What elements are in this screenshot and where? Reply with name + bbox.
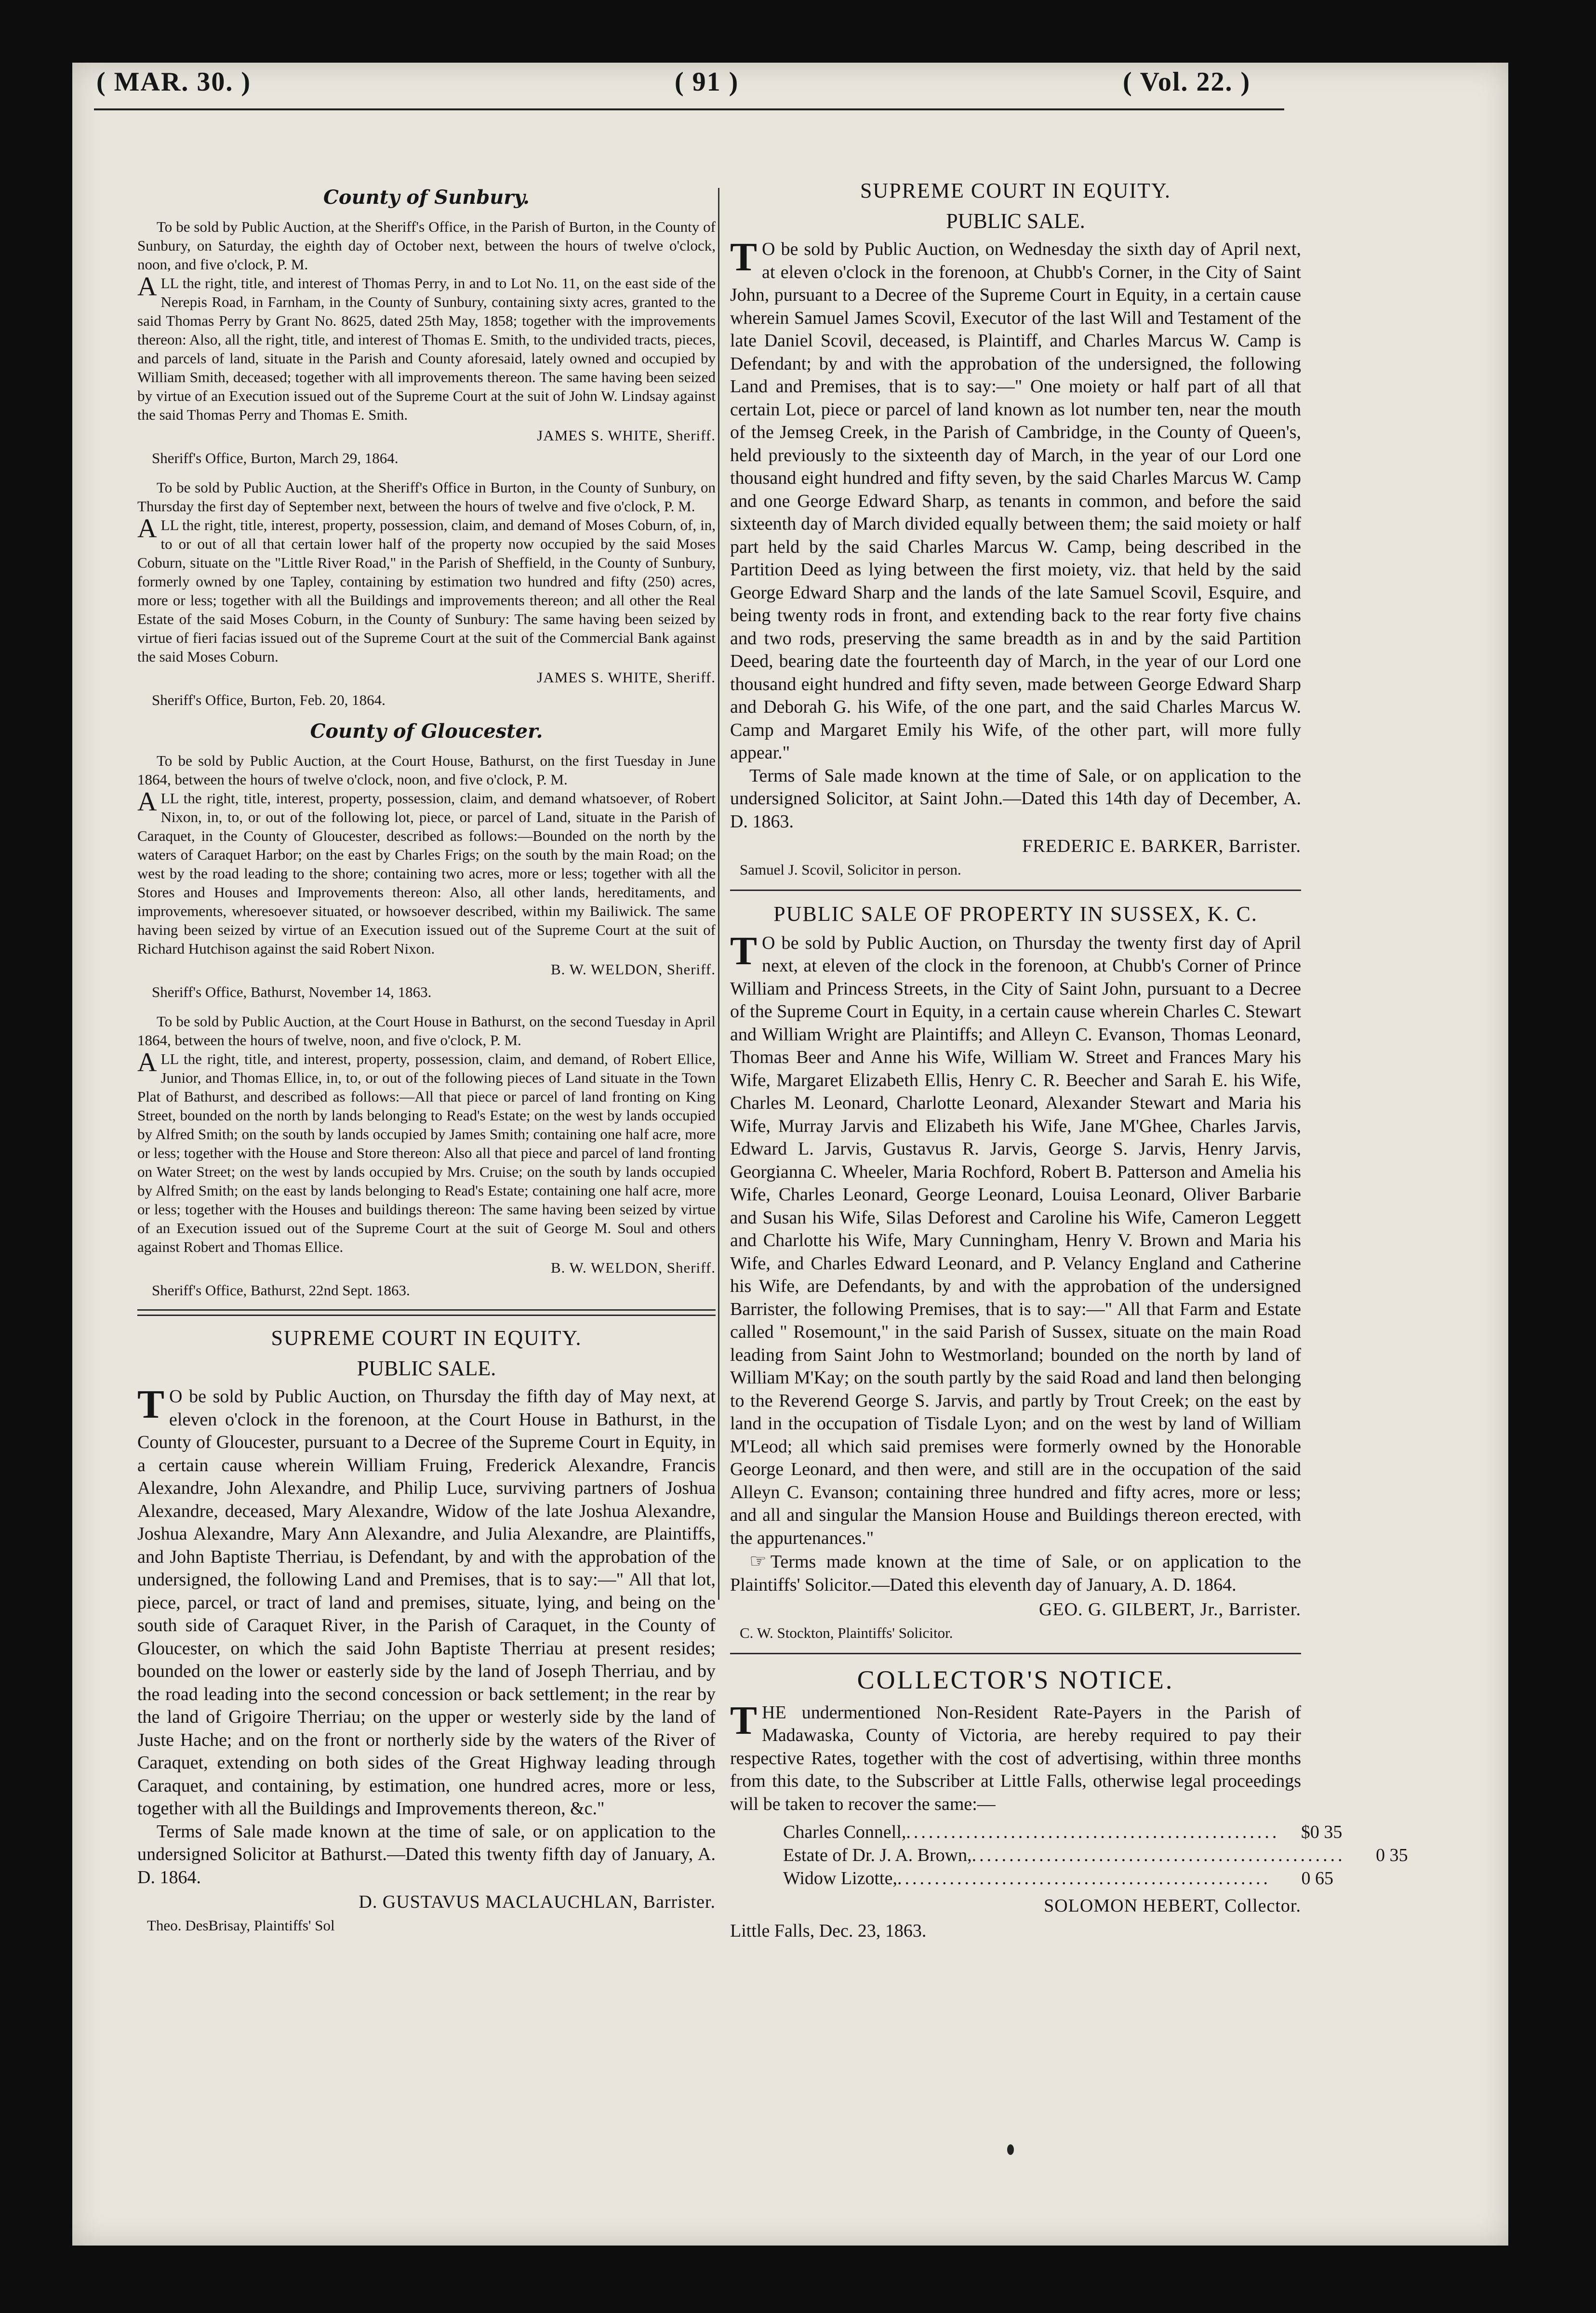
rate-amount: 0 65	[1301, 1868, 1333, 1888]
gloucester-notice1-text: LL the right, title, interest, property, possession, claim, and demand whatsoever, of Robert Nixon, in, to, or out of the following lot, piece, or parcel of Land, situate in the Parish of Caraquet, in the County of Gloucester, described as follows:—Bounded on the north by the waters of Caraquet Harbor; on the east by Charles Frigs; on the south by the main Road; on the west by the road leading to the shore; containing two acres, more or less; together with all the Stores and Houses and Improvements thereon: Also, all other lands, hereditaments, and improvements, wheresoever situated, or howsoever described, within my Bailiwick. The same having been seized by virtue of an Execution issued out of the Supreme Court at the suit of Richard Hutchison against the said Robert Nixon.	[137, 790, 716, 957]
sussex-text: O be sold by Public Auction, on Thursday the twenty first day of April next, at eleven of the clock in the forenoon, at Chubb's Corner of Prince William and Princess Streets, in the City of Saint John, pursuant to a Decree of the Supreme Court in Equity, in a certain cause wherein Charles C. Stewart and William Wright are Plaintiffs; and Alleyn C. Evanson, Thomas Leonard, Thomas Beer and Anne his Wife, William W. Street and Frances Mary his Wife, Margaret Elizabeth Ellis, Henry C. R. Beecher and Sarah E. his Wife, Charles M. Leonard, Charlotte Leonard, Alexander Stewart and Maria his Wife, Murray Jarvis and Elizabeth his Wife, Jane M'Ghee, Charles Jarvis, Edward L. Jarvis, Gustavus R. Jarvis, George S. Jarvis, Henry Jarvis, Georgianna C. Wheeler, Maria Rochford, Robert B. Patterson and Amelia his Wife, Charles Leonard, George Leonard, Louisa Leonard, Oliver Barbarie and Susan his Wife, Silas Deforest and Caroline his Wife, Cameron Leggett and Charlotte his Wife, Mary Cunningham, Henry V. Brown and Maria his Wife, and Charles Edward Leonard, and P. Velancy England and Catherine his Wife, are Defendants, by and with the approbation of the undersigned Barrister, the following Premises, that is to say:—" All that Farm and Estate called " Rosemount," in the said Parish of Sussex, situate on the main Road leading from Saint John to Westmorland; bounded on the north by land of William M'Kay; on the south partly by the said Road and land then belonging to the Reverend George S. Jarvis, and partly by Trout Creek; on the east by land in the occupation of Tisdale Lyon; and on the west by land of William M'Leod; all which said premises were formerly owned by the Honorable George Leonard, and then were, and still are in the occupation of the said Alleyn C. Evanson; containing three hundred and fifty acres, more or less; and all and singular the Mansion House and Buildings thereon erected, with the appurtenances."	[730, 932, 1301, 1548]
sussex-body	[730, 928, 1301, 1550]
sunbury-notice1-signature: JAMES S. WHITE, Sheriff.	[537, 427, 716, 444]
drop-cap: T	[730, 928, 758, 973]
section-divider	[137, 1309, 716, 1316]
equity-left-text: O be sold by Public Auction, on Thursday the fifth day of May next, at eleven o'clock in the forenoon, at the Court House in Bathurst, in the County of Gloucester, pursuant to a Decree of the Supreme Court in Equity, in a certain cause wherein William Fruing, Frederick Alexandre, Francis Alexandre, John Alexandre, and Philip Luce, surviving partners of Joshua Alexandre, deceased, Mary Alexandre, Widow of the late Joshua Alexandre, Joshua Alexandre, Mary Ann Alexandre, and Julia Alexandre, are Plaintiffs, and John Baptiste Therriau, is Defendant, by and with the approbation of the undersigned, the following Land and Premises, that is to say:—" All that lot, piece, parcel, or tract of land and premises, situate, lying, and being on the south side of Caraquet River, in the Parish of Caraquet, in the County of Gloucester, on which the said John Baptiste Therriau at present resides; bounded on the lower or easterly side by the land of Joseph Therriau, and by the road leading into the second concession or back settlement; in the rear by the land of Grigoire Therriau; on the upper or westerly side by the land of Juste Hache; and on the front or northerly side by the waters of the River of Caraquet, extending on both sides of the Great Highway leading through Caraquet, and containing, by estimation, one hundred acres, more or less, together with all the Buildings and Improvements thereon, &c."	[137, 1386, 716, 1819]
leader-dots: ..................................................	[971, 1845, 1345, 1865]
collector-heading: COLLECTOR'S NOTICE.	[857, 1665, 1174, 1694]
rate-payer-name: Widow Lizotte,	[783, 1868, 897, 1888]
equity-left-heading: SUPREME COURT IN EQUITY.	[271, 1326, 582, 1350]
gloucester-notice1-body	[137, 789, 716, 958]
equity-left-subheading: PUBLIC SALE.	[357, 1356, 496, 1380]
drop-cap: A	[137, 1048, 157, 1077]
drop-cap: T	[730, 1698, 758, 1743]
sunbury-notice1-body	[137, 274, 716, 424]
equity-right-signature: FREDERIC E. BARKER, Barrister.	[1022, 836, 1301, 856]
leader-dots: ..................................................	[906, 1822, 1280, 1842]
sunbury-notice1-office: Sheriff's Office, Burton, March 29, 1864.	[152, 450, 399, 466]
gloucester-notice1-office: Sheriff's Office, Bathurst, November 14, 1863.	[152, 984, 432, 1000]
collector-body	[730, 1698, 1301, 1816]
header-date: ( MAR. 30. )	[96, 67, 252, 97]
gloucester-notice2-office: Sheriff's Office, Bathurst, 22nd Sept. 1863.	[152, 1282, 410, 1299]
sunbury-notice2-office: Sheriff's Office, Burton, Feb. 20, 1864.	[152, 691, 386, 708]
equity-left-solicitor: Theo. DesBrisay, Plaintiffs' Sol	[147, 1916, 335, 1934]
gloucester-heading: County of Gloucester.	[310, 720, 543, 743]
drop-cap: T	[137, 1382, 165, 1427]
ink-blot	[1007, 2144, 1014, 2155]
list-item	[783, 1867, 1333, 1890]
equity-right-body	[730, 235, 1301, 765]
gloucester-notice2-text: LL the right, title, and interest, property, possession, claim, and demand, of Robert Ellice, Junior, and Thomas Ellice, in, to, or out of the following pieces of Land situate in the Town Plat of Bathurst, and described as follows:—All that piece or parcel of land fronting on King Street, bounded on the north by lands belonging to Read's Estate; on the west by lands occupied by Alfred Smith; on the south by lands occupied by James Smith; containing one half acre, more or less; together with the House and Store thereon: Also all that piece and parcel of land fronting on Water Street; on the west by lands occupied by Mrs. Cruise; on the south by lands occupied by Alfred Smith; on the east by lands belonging to Read's Estate; containing one half acre, more or less; together with the Houses and buildings thereon: The same having been seized by virtue of an Execution issued out of the Supreme Court at the suit of George M. Soul and others against Robert and Thomas Ellice.	[137, 1050, 716, 1255]
pointing-hand-icon: ☞	[749, 1550, 767, 1572]
equity-left-body	[137, 1382, 716, 1821]
header-volume: ( Vol. 22. )	[1123, 67, 1251, 97]
sunbury-notice2-body	[137, 516, 716, 666]
sunbury-notice2-text: LL the right, title, interest, property, possession, claim, and demand of Moses Coburn, of, in, to or out of all that certain lower half of the property now occupied by the said Moses Coburn, situate on the "Little River Road," in the Parish of Sheffield, in the County of Sunbury, formerly owned by one Tapley, containing by estimation two hundred and fifty (250) acres, more or less; together with all the Buildings and improvements thereon; and all other the Real Estate of the said Moses Coburn, in the County of Sunbury: The same having been seized by virtue of fieri facias issued out of the Supreme Court at the suit of the Commercial Bank against the said Moses Coburn.	[137, 517, 716, 665]
drop-cap: T	[730, 235, 758, 279]
sussex-solicitor: C. W. Stockton, Plaintiffs' Solicitor.	[740, 1624, 953, 1641]
section-divider	[730, 890, 1301, 891]
equity-right-solicitor: Samuel J. Scovil, Solicitor in person.	[740, 861, 961, 878]
equity-right-subheading: PUBLIC SALE.	[946, 209, 1085, 233]
rate-payer-name: Charles Connell,	[783, 1822, 906, 1842]
drop-cap: A	[137, 272, 157, 302]
rate-payer-list	[783, 1821, 1408, 1890]
column-rule	[718, 188, 719, 1600]
equity-right-heading: SUPREME COURT IN EQUITY.	[860, 179, 1171, 202]
collector-place-date: Little Falls, Dec. 23, 1863.	[730, 1920, 927, 1941]
rate-amount: $0 35	[1301, 1822, 1343, 1842]
paper-tear	[106, 472, 120, 499]
equity-right-text: O be sold by Public Auction, on Wednesday the sixth day of April next, at eleven o'clock in the forenoon, at Chubb's Corner, in the City of Saint John, pursuant to a Decree of the Supreme Court in Equity, in a certain cause wherein Samuel James Scovil, Executor of the last Will and Testament of the late Daniel Scovil, deceased, is Plaintiff, and Charles Marcus W. Camp is Defendant; by and with the approbation of the undersigned, the following Land and Premises, that is to say:—" One moiety or half part of all that certain Lot, piece or parcel of land known as lot number ten, near the mouth of the Jemseg Creek, in the Parish of Cambridge, in the County of Queen's, held previously to the sixteenth day of March, in the year of our Lord one thousand eight hundred and fifty seven, by the said Charles Marcus W. Camp and one George Edward Sharp, as tenants in common, and before the said sixteenth day of March divided equally between them; the said moiety or half part held by the said Charles Marcus W. Camp, being described in the Partition Deed as lying between the first moiety, viz. that held by the said George Edward Sharp and the lands of the late Samuel Scovil, Esquire, and being twenty rods in front, and extending back to the rear forty five chains and two rods, preserving the same breadth as in and by the said Partition Deed, bearing date the fourteenth day of March, in the year of our Lord one thousand eight hundred and fifty seven, made between George Edward Sharp and Deborah G. his Wife, of the one part, and the said Charles Marcus W. Camp and Margaret Emily his Wife, of the other part, will more fully appear."	[730, 239, 1301, 763]
gloucester-notice2-signature: B. W. WELDON, Sheriff.	[550, 1259, 716, 1276]
header-rule	[94, 108, 1284, 110]
drop-cap: A	[137, 787, 157, 817]
leader-dots: ..................................................	[897, 1868, 1271, 1888]
gloucester-notice1-intro: To be sold by Public Auction, at the Court House, Bathurst, on the first Tuesday in June 1864, between the hours of twelve o'clock, noon, and five o'clock, P. M.	[137, 752, 716, 788]
sunbury-heading: County of Sunbury.	[323, 186, 530, 209]
list-item	[783, 1821, 1343, 1844]
section-divider	[730, 1653, 1301, 1654]
equity-left-terms: Terms of Sale made known at the time of sale, or on application to the undersigned Solicitor at Bathurst.—Dated this twenty fifth day of January, A. D. 1864.	[137, 1821, 716, 1888]
gloucester-notice1-signature: B. W. WELDON, Sheriff.	[550, 961, 716, 978]
equity-right-terms: Terms of Sale made known at the time of Sale, or on application to the undersigned Solicitor, at Saint John.—Dated this 14th day of December, A. D. 1863.	[730, 765, 1301, 832]
left-column	[137, 178, 716, 1935]
sunbury-notice1-text: LL the right, title, and interest of Thomas Perry, in and to Lot No. 11, on the east side of the Nerepis Road, in Farnham, in the County of Sunbury, containing sixty acres, granted to the said Thomas Perry by Grant No. 8625, dated 25th May, 1858; together with the improvements thereon: Also, all the right, title, and interest of Thomas E. Smith, to the undivided tracts, pieces, and parcels of land, situate in the Parish and County aforesaid, lately owned and occupied by William Smith, deceased; together with all improvements thereon. The same having been seized by virtue of an Execution issued out of the Supreme Court at the suit of John W. Lindsay against the said Thomas Perry and Thomas E. Smith.	[137, 275, 716, 423]
rate-payer-name: Estate of Dr. J. A. Brown,	[783, 1845, 972, 1865]
collector-signature: SOLOMON HEBERT, Collector.	[1044, 1896, 1301, 1916]
rate-amount: 0 35	[1376, 1845, 1408, 1865]
sunbury-notice2-signature: JAMES S. WHITE, Sheriff.	[537, 669, 716, 686]
sunbury-notice1-intro: To be sold by Public Auction, at the Sheriff's Office, in the Parish of Burton, in the County of Sunbury, on Saturday, the eighth day of October next, between the hours of twelve o'clock, noon, and five o'clock, P. M.	[137, 218, 716, 273]
drop-cap: A	[137, 514, 157, 544]
collector-text: HE undermentioned Non-Resident Rate-Payers in the Parish of Madawaska, County of Victoria, are hereby required to pay their respective Rates, together with the cost of advertising, within three months from this date, to the Subscriber at Little Falls, otherwise legal proceedings will be taken to recover the same:—	[730, 1702, 1301, 1814]
sussex-signature: GEO. G. GILBERT, Jr., Barrister.	[1038, 1599, 1301, 1620]
sunbury-notice2-intro: To be sold by Public Auction, at the Sheriff's Office in Burton, in the County of Sunbury, on Thursday the first day of September next, between the hours of twelve and five o'clock, P. M.	[137, 479, 716, 515]
equity-left-signature: D. GUSTAVUS MACLAUCHLAN, Barrister.	[359, 1892, 716, 1912]
gloucester-notice2-body	[137, 1050, 716, 1256]
sussex-terms	[730, 1550, 1301, 1596]
sussex-heading: PUBLIC SALE OF PROPERTY IN SUSSEX, K. C.	[773, 902, 1258, 926]
sussex-terms-text: Terms made known at the time of Sale, or on application to the Plaintiffs' Solicitor.—Dated this eleventh day of January, A. D. 1864.	[730, 1552, 1301, 1595]
list-item	[783, 1844, 1408, 1867]
gloucester-notice2-intro: To be sold by Public Auction, at the Court House in Bathurst, on the second Tuesday in April 1864, between the hours of twelve, noon, and five o'clock, P. M.	[137, 1013, 716, 1049]
header-page-number: ( 91 )	[675, 67, 739, 97]
right-column	[730, 178, 1408, 1942]
